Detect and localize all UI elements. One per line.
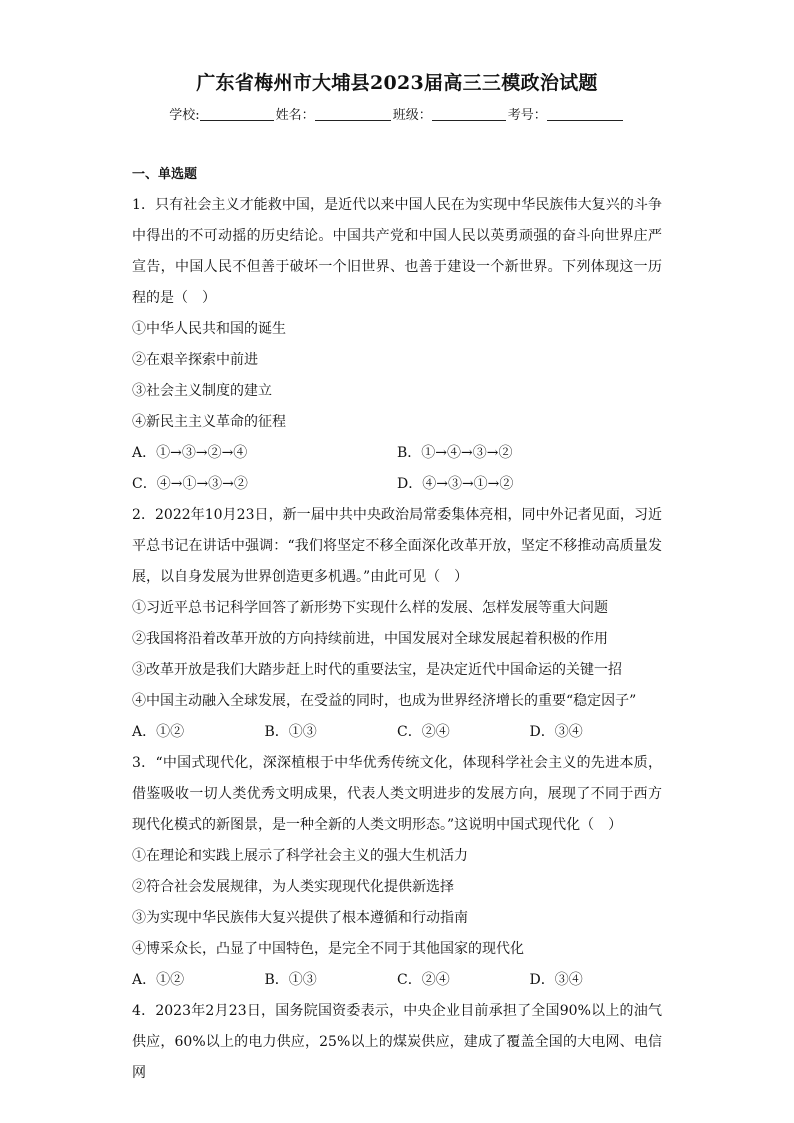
question-4 xyxy=(132,996,662,1089)
statement-item: ①在理论和实践上展示了科学社会主义的强大生机活力 xyxy=(132,848,468,864)
statement-item: ②符合社会发展规律，为人类实现现代化提供新选择 xyxy=(132,879,454,895)
number-label: 考号： xyxy=(507,108,547,123)
section-title: 一、单选题 xyxy=(132,167,198,182)
name-blank[interactable] xyxy=(315,106,391,121)
question-stem: 3．“中国式现代化，深深植根于中华优秀传统文化，体现科学社会主义的先进本质，借鉴吸收一切人类优秀文明成果，代表人类文明进步的发展方向，展现了不同于西方现代化模式的新图景，是一种全新的人类文明形态。”这说明中国式现代化（ ） xyxy=(132,755,662,833)
choice-c[interactable]: C．②④ xyxy=(397,972,450,988)
name-label: 姓名： xyxy=(275,108,315,123)
choice-d[interactable]: D．④→③→①→② xyxy=(397,476,514,492)
question-2 xyxy=(132,500,662,748)
choice-a[interactable]: A．①→③→②→④ xyxy=(132,445,248,461)
choice-d[interactable]: D．③④ xyxy=(529,972,583,988)
question-stem: 1．只有社会主义才能救中国，是近代以来中国人民在为实现中华民族伟大复兴的斗争中得出的不可动摇的历史结论。中国共产党和中国人民以英勇顽强的奋斗向世界庄严宣告，中国人民不但善于破坏一个旧世界、也善于建设一个新世界。下列体现这一历程的是（ ） xyxy=(132,197,662,306)
class-label: 班级： xyxy=(392,108,432,123)
statement-item: ①习近平总书记科学回答了新形势下实现什么样的发展、怎样发展等重大问题 xyxy=(132,600,608,616)
question-stem: 2．2022年10月23日，新一届中共中央政治局常委集体亮相，同中外记者见面，习近平总书记在讲话中强调：“我们将坚定不移全面深化改革开放，坚定不移推动高质量发展，以自身发展为世界创造更多机遇。”由此可见（ ） xyxy=(132,507,662,585)
choice-d[interactable]: D．③④ xyxy=(529,724,583,740)
school-blank[interactable] xyxy=(200,106,274,121)
question-stem: 4．2023年2月23日，国务院国资委表示，中央企业目前承担了全国90%以上的油气供应，60%以上的电力供应，25%以上的煤炭供应，建成了覆盖全国的大电网、电信网 xyxy=(132,1003,662,1081)
answer-choices xyxy=(132,965,662,996)
choice-b[interactable]: B．①③ xyxy=(264,724,317,740)
exam-body xyxy=(132,164,662,1089)
student-info-line xyxy=(0,104,794,123)
statement-item: ②在艰辛探索中前进 xyxy=(132,352,258,368)
statement-item: ③为实现中华民族伟大复兴提供了根本遵循和行动指南 xyxy=(132,910,468,926)
statement-item: ④新民主主义革命的征程 xyxy=(132,414,286,430)
question-3 xyxy=(132,748,662,996)
choice-c[interactable]: C．②④ xyxy=(397,724,450,740)
class-blank[interactable] xyxy=(432,106,506,121)
number-blank[interactable] xyxy=(547,106,623,121)
statement-item: ④中国主动融入全球发展，在受益的同时，也成为世界经济增长的重要“稳定因子” xyxy=(132,693,637,709)
statement-item: ④博采众长，凸显了中国特色，是完全不同于其他国家的现代化 xyxy=(132,941,524,957)
statement-item: ③社会主义制度的建立 xyxy=(132,383,272,399)
choice-a[interactable]: A．①② xyxy=(132,724,185,740)
question-1 xyxy=(132,190,662,500)
statement-item: ②我国将沿着改革开放的方向持续前进，中国发展对全球发展起着积极的作用 xyxy=(132,631,608,647)
exam-title: 广东省梅州市大埔县2023届高三三模政治试题 xyxy=(196,72,598,94)
choice-a[interactable]: A．①② xyxy=(132,972,185,988)
answer-choices xyxy=(132,717,662,748)
statement-item: ③改革开放是我们大踏步赶上时代的重要法宝，是决定近代中国命运的关键一招 xyxy=(132,662,622,678)
statement-item: ①中华人民共和国的诞生 xyxy=(132,321,286,337)
choice-b[interactable]: B．①→④→③→② xyxy=(397,445,513,461)
answer-choices xyxy=(132,438,662,469)
choice-c[interactable]: C．④→①→③→② xyxy=(132,476,248,492)
answer-choices xyxy=(132,469,662,500)
school-label: 学校: xyxy=(169,108,200,123)
choice-b[interactable]: B．①③ xyxy=(264,972,317,988)
